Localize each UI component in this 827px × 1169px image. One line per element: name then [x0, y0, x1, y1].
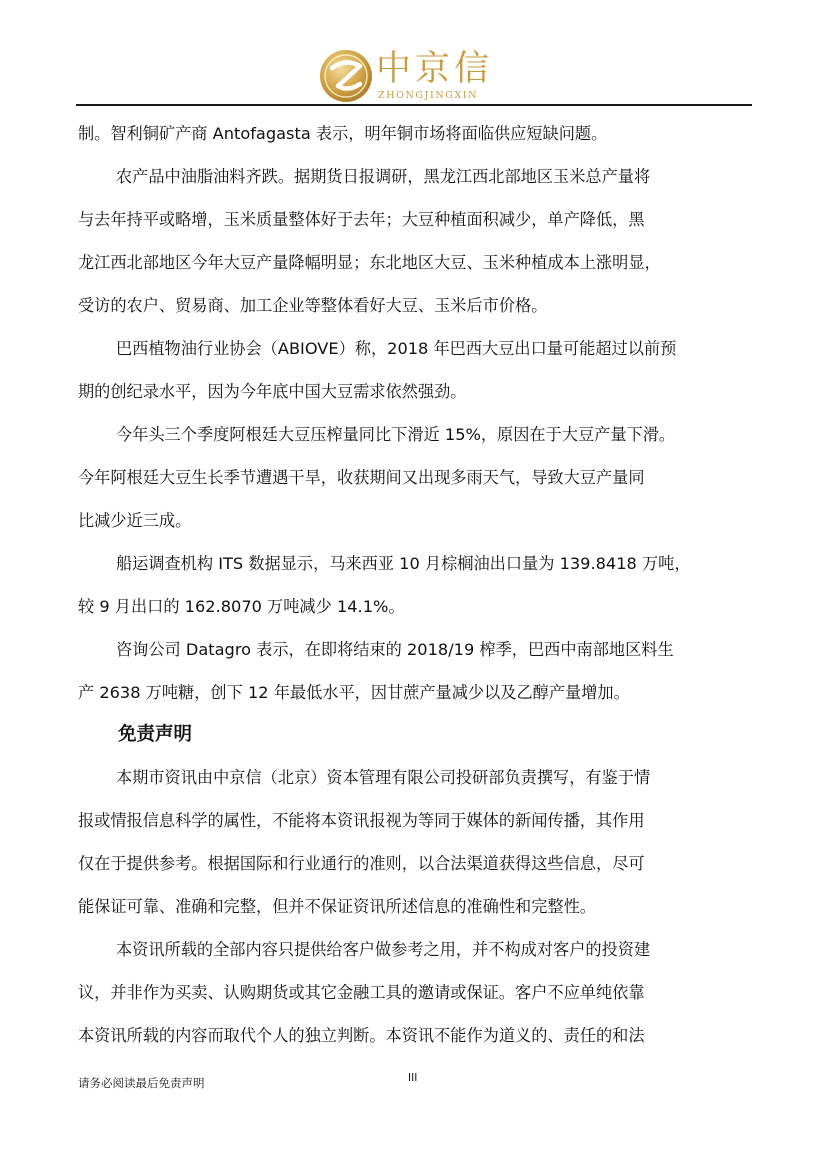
- company-logo: [318, 44, 518, 106]
- text-line: 本期市资讯由中京信（北京）资本管理有限公司投研部负责撰写，有鉴于情: [116, 768, 651, 787]
- text-line: 受访的农户、贸易商、加工企业等整体看好大豆、玉米后市价格。: [78, 296, 548, 315]
- text-line: 产 2638 万吨糖，创下 12 年最低水平，因甘蔗产量减少以及乙醇产量增加。: [78, 683, 630, 702]
- text-line: 船运调查机构 ITS 数据显示，马来西亚 10 月棕榈油出口量为 139.8418 万吨，: [116, 554, 691, 573]
- text-line: 能保证可靠、准确和完整，但并不保证资讯所述信息的准确性和完整性。: [78, 897, 596, 916]
- paragraph: [78, 413, 754, 542]
- disclaimer-paragraph: [78, 928, 754, 1057]
- text-line: 较 9 月出口的 162.8070 万吨减少 14.1%。: [78, 597, 405, 616]
- text-line: 本资讯所载的内容而取代个人的独立判断。本资讯不能作为道义的、责任的和法: [78, 1026, 645, 1045]
- paragraph: [78, 542, 754, 628]
- logo-chinese-name: 中京信: [376, 49, 494, 89]
- paragraph: [78, 155, 754, 327]
- text-line: 今年头三个季度阿根廷大豆压榨量同比下滑近 15%，原因在于大豆产量下滑。: [116, 425, 676, 444]
- text-line: 农产品中油脂油料齐跌。据期货日报调研，黑龙江西北部地区玉米总产量将: [116, 167, 651, 186]
- paragraph: [78, 112, 754, 155]
- logo-english-name: ZHONGJINGXIN: [378, 90, 479, 101]
- text-line: 期的创纪录水平，因为今年底中国大豆需求依然强劲。: [78, 382, 467, 401]
- text-line: 今年阿根廷大豆生长季节遭遇干旱，收获期间又出现多雨天气，导致大豆产量同: [78, 468, 645, 487]
- text-line: 比减少近三成。: [78, 511, 192, 530]
- paragraph: [78, 628, 754, 714]
- text-line: 议，并非作为买卖、认购期货或其它金融工具的邀请或保证。客户不应单纯依靠: [78, 983, 645, 1002]
- text-line: 巴西植物油行业协会（ABIOVE）称，2018 年巴西大豆出口量可能超过以前预: [116, 339, 677, 358]
- document-body: [78, 112, 754, 1057]
- text-line: 本资讯所载的全部内容只提供给客户做参考之用，并不构成对客户的投资建: [116, 940, 651, 959]
- text-line: 与去年持平或略增，玉米质量整体好于去年；大豆种植面积减少，单产降低，黑: [78, 210, 645, 229]
- text-line: 仅在于提供参考。根据国际和行业通行的准则，以合法渠道获得这些信息，尽可: [78, 854, 645, 873]
- text-line: 报或情报信息科学的属性，不能将本资讯报视为等同于媒体的新闻传播，其作用: [78, 811, 645, 830]
- text-line: 咨询公司 Datagro 表示，在即将结束的 2018/19 榨季，巴西中南部地区料生: [116, 640, 674, 659]
- paragraph: [78, 327, 754, 413]
- text-line: 制。智利铜矿产商 Antofagasta 表示，明年铜市场将面临供应短缺问题。: [78, 124, 608, 143]
- disclaimer-paragraph: [78, 756, 754, 928]
- header-divider: [76, 104, 752, 106]
- logo-emblem-icon: [318, 48, 374, 104]
- footer-notice: 请务必阅读最后免责声明: [78, 1076, 205, 1090]
- disclaimer-heading: 免责声明: [118, 724, 193, 745]
- text-line: 龙江西北部地区今年大豆产量降幅明显；东北地区大豆、玉米种植成本上涨明显，: [78, 253, 661, 272]
- page-number: III: [408, 1072, 418, 1084]
